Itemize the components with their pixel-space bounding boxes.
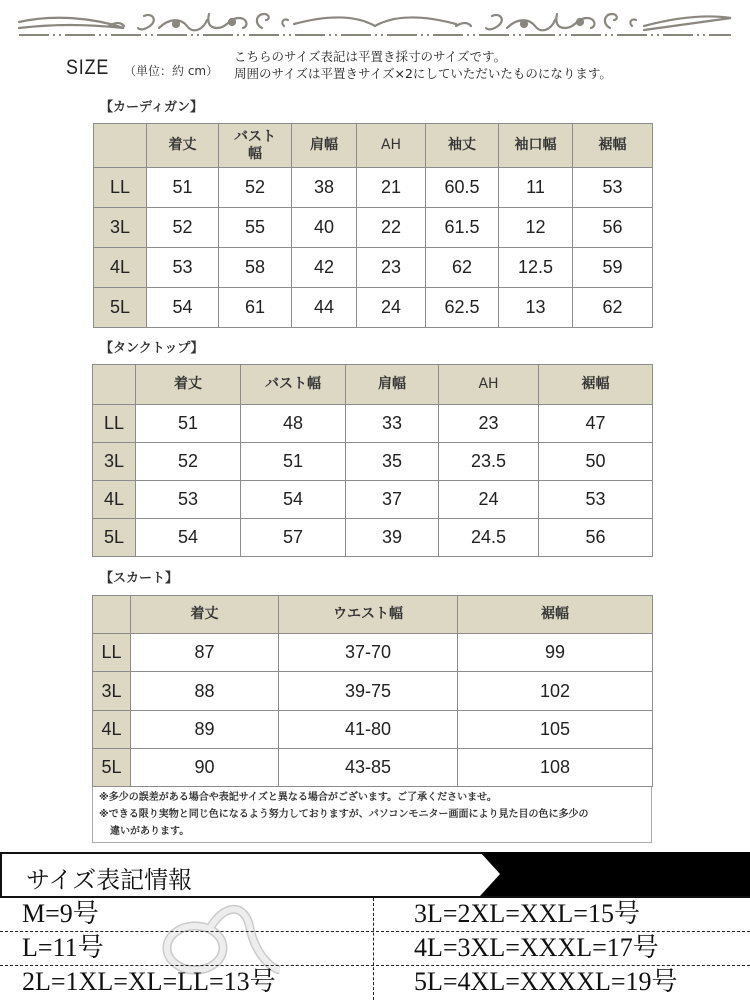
- table-cell: 39-75: [279, 672, 458, 711]
- table-row: [93, 749, 653, 787]
- size-equivalence-grid: [0, 898, 750, 1000]
- table-cell: 23: [439, 405, 539, 443]
- size-equivalence-item: M=9号: [22, 899, 99, 928]
- column-header: 裾幅: [573, 124, 653, 168]
- cardigan-label: 【カーディガン】: [100, 100, 203, 115]
- table-header-row: [93, 365, 653, 405]
- table-cell: 108: [458, 749, 653, 787]
- row-label: 3L: [93, 672, 131, 711]
- table-cell: 89: [131, 711, 279, 749]
- row-label: 5L: [94, 288, 147, 328]
- table-cell: 12.5: [499, 248, 573, 288]
- table-cell: 54: [241, 481, 346, 519]
- table-cell: 52: [147, 208, 219, 248]
- table-row: [93, 711, 653, 749]
- disclaimer-notes: [92, 787, 652, 843]
- table-cell: 40: [292, 208, 357, 248]
- corner-cell: [94, 124, 147, 168]
- table-cell: 53: [136, 481, 241, 519]
- table-cell: 50: [539, 443, 653, 481]
- table-header-row: [93, 596, 653, 634]
- table-cell: 41-80: [279, 711, 458, 749]
- table-cell: 88: [131, 672, 279, 711]
- table-cell: 61: [219, 288, 292, 328]
- size-equivalence-item: 2L=1XL=XL=LL=13号: [22, 967, 276, 996]
- table-cell: 37: [346, 481, 439, 519]
- table-cell: 21: [357, 168, 426, 208]
- table-row: [94, 168, 653, 208]
- table-cell: 53: [147, 248, 219, 288]
- table-row: [93, 519, 653, 557]
- row-label: LL: [93, 405, 136, 443]
- table-row: [93, 443, 653, 481]
- dashed-divider-vertical: [373, 898, 374, 1000]
- table-cell: 55: [219, 208, 292, 248]
- table-cell: 60.5: [426, 168, 499, 208]
- table-cell: 62.5: [426, 288, 499, 328]
- description-line-1: こちらのサイズ表記は平置き採寸のサイズです。: [234, 49, 507, 64]
- tanktop-label: 【タンクトップ】: [100, 341, 204, 356]
- size-equivalence-item: 5L=4XL=XXXXL=19号: [414, 967, 678, 996]
- table-cell: 12: [499, 208, 573, 248]
- table-row: [93, 481, 653, 519]
- column-header: ウエスト幅: [279, 596, 458, 634]
- column-header: 着丈: [136, 365, 241, 405]
- column-header: バスト幅: [219, 124, 292, 168]
- table-cell: 47: [539, 405, 653, 443]
- row-label: LL: [93, 634, 131, 672]
- table-header-row: [94, 124, 653, 168]
- row-label: 3L: [94, 208, 147, 248]
- column-header: 着丈: [131, 596, 279, 634]
- column-header: 袖口幅: [499, 124, 573, 168]
- table-cell: 51: [241, 443, 346, 481]
- note-line-2-cont: 違いがあります。: [110, 826, 190, 837]
- table-cell: 24: [357, 288, 426, 328]
- table-cell: 62: [426, 248, 499, 288]
- size-title: SIZE: [66, 56, 110, 79]
- table-cell: 24: [439, 481, 539, 519]
- table-cell: 37-70: [279, 634, 458, 672]
- table-cell: 51: [136, 405, 241, 443]
- table-cell: 39: [346, 519, 439, 557]
- ornament-divider-icon: [14, 6, 736, 38]
- column-header: バスト幅: [241, 365, 346, 405]
- table-cell: 53: [539, 481, 653, 519]
- table-cell: 24.5: [439, 519, 539, 557]
- corner-cell: [93, 365, 136, 405]
- row-label: 4L: [93, 711, 131, 749]
- column-header: 裾幅: [458, 596, 653, 634]
- table-cell: 43-85: [279, 749, 458, 787]
- table-cell: 44: [292, 288, 357, 328]
- table-cell: 51: [147, 168, 219, 208]
- corner-cell: [93, 596, 131, 634]
- size-info-title: サイズ表記情報: [26, 868, 193, 894]
- column-header: 肩幅: [346, 365, 439, 405]
- table-cell: 90: [131, 749, 279, 787]
- table-row: [93, 634, 653, 672]
- table-row: [93, 672, 653, 711]
- table-cell: 56: [573, 208, 653, 248]
- table-row: [93, 405, 653, 443]
- tanktop-size-table: [92, 364, 653, 557]
- column-header: 肩幅: [292, 124, 357, 168]
- table-cell: 56: [539, 519, 653, 557]
- row-label: 5L: [93, 749, 131, 787]
- arrow-banner-icon: [480, 852, 750, 896]
- row-label: LL: [94, 168, 147, 208]
- table-cell: 62: [573, 288, 653, 328]
- table-cell: 99: [458, 634, 653, 672]
- table-row: [94, 208, 653, 248]
- description-line-2: 周囲のサイズは平置きサイズ×2にしていただいたものになります。: [234, 66, 612, 81]
- table-cell: 57: [241, 519, 346, 557]
- note-line-1: ※多少の誤差がある場合や表記サイズと異なる場合がございます。ご了承くださいませ。: [99, 792, 497, 803]
- column-header: AH: [357, 124, 426, 168]
- table-cell: 35: [346, 443, 439, 481]
- table-cell: 61.5: [426, 208, 499, 248]
- table-cell: 11: [499, 168, 573, 208]
- table-cell: 54: [136, 519, 241, 557]
- table-cell: 102: [458, 672, 653, 711]
- table-cell: 33: [346, 405, 439, 443]
- size-description: [234, 48, 612, 82]
- table-cell: 23.5: [439, 443, 539, 481]
- table-cell: 22: [357, 208, 426, 248]
- table-cell: 59: [573, 248, 653, 288]
- table-cell: 13: [499, 288, 573, 328]
- cardigan-size-table: [93, 123, 653, 328]
- table-cell: 38: [292, 168, 357, 208]
- size-equivalence-item: 4L=3XL=XXXL=17号: [414, 933, 659, 962]
- note-line-2: ※できる限り実物と同じ色になるよう努力しておりますが、パソコンモニター画面により見た目の色に多少の: [99, 809, 589, 820]
- table-cell: 23: [357, 248, 426, 288]
- table-row: [94, 288, 653, 328]
- skirt-label: 【スカート】: [100, 571, 179, 586]
- table-cell: 42: [292, 248, 357, 288]
- size-equivalence-item: L=11号: [22, 933, 104, 962]
- row-label: 4L: [93, 481, 136, 519]
- column-header: 袖丈: [426, 124, 499, 168]
- row-label: 4L: [94, 248, 147, 288]
- size-info-panel: [0, 852, 750, 1000]
- column-header: AH: [439, 365, 539, 405]
- table-cell: 87: [131, 634, 279, 672]
- row-label: 5L: [93, 519, 136, 557]
- table-cell: 52: [219, 168, 292, 208]
- table-row: [94, 248, 653, 288]
- skirt-size-table: [92, 595, 653, 787]
- table-cell: 53: [573, 168, 653, 208]
- size-equivalence-item: 3L=2XL=XXL=15号: [414, 899, 640, 928]
- size-unit: （単位：約 cm）: [124, 64, 219, 78]
- table-cell: 58: [219, 248, 292, 288]
- table-cell: 52: [136, 443, 241, 481]
- table-cell: 54: [147, 288, 219, 328]
- column-header: 裾幅: [539, 365, 653, 405]
- row-label: 3L: [93, 443, 136, 481]
- column-header: 着丈: [147, 124, 219, 168]
- table-cell: 105: [458, 711, 653, 749]
- table-cell: 48: [241, 405, 346, 443]
